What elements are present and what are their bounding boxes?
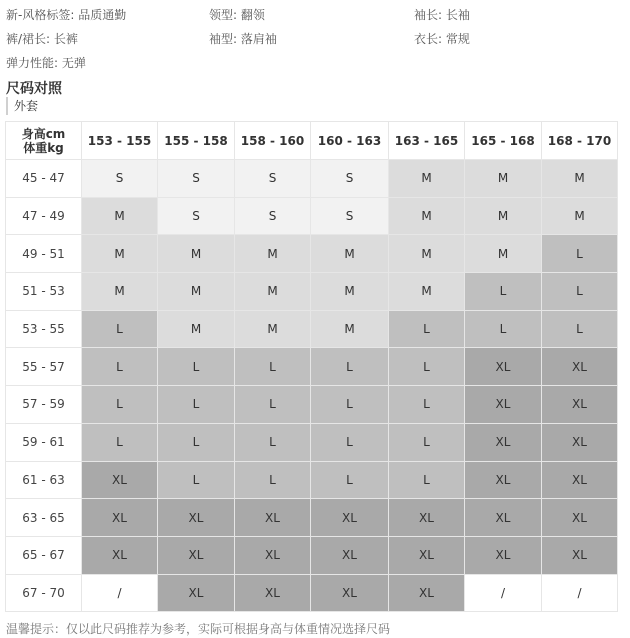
size-cell: L xyxy=(389,310,465,348)
size-cell: M xyxy=(389,273,465,311)
weight-row-header: 47 - 49 xyxy=(6,197,82,235)
size-cell: XL xyxy=(235,536,311,574)
size-cell: M xyxy=(235,235,311,273)
size-cell: L xyxy=(389,461,465,499)
size-cell: XL xyxy=(311,536,389,574)
size-cell: XL xyxy=(465,499,542,537)
size-cell: L xyxy=(465,310,542,348)
size-cell: L xyxy=(311,423,389,461)
table-row xyxy=(6,197,618,235)
size-cell: XL xyxy=(542,536,618,574)
size-cell: L xyxy=(542,273,618,311)
size-cell: XL xyxy=(158,499,235,537)
size-cell: L xyxy=(158,386,235,424)
size-cell: M xyxy=(311,310,389,348)
table-row xyxy=(6,499,618,537)
attr-sleeve-length: 袖长: 长袖 xyxy=(414,8,470,22)
weight-row-header: 63 - 65 xyxy=(6,499,82,537)
table-row xyxy=(6,273,618,311)
size-cell: M xyxy=(465,235,542,273)
height-column-header: 165 - 168 xyxy=(465,122,542,160)
height-column-header: 153 - 155 xyxy=(82,122,158,160)
size-tip: 温馨提示：仅以此尺码推荐为参考，实际可根据身高与体重情况选择尺码 xyxy=(6,622,391,636)
size-cell: M xyxy=(389,235,465,273)
size-cell: S xyxy=(158,197,235,235)
weight-row-header: 53 - 55 xyxy=(6,310,82,348)
weight-row-header: 57 - 59 xyxy=(6,386,82,424)
size-cell: M xyxy=(235,273,311,311)
size-cell: S xyxy=(311,197,389,235)
weight-row-header: 67 - 70 xyxy=(6,574,82,612)
size-cell: L xyxy=(235,423,311,461)
size-cell: / xyxy=(542,574,618,612)
attr-sleeve-type: 袖型: 落肩袖 xyxy=(209,32,277,46)
height-axis-label: 身高cm xyxy=(21,126,66,141)
size-cell: / xyxy=(465,574,542,612)
size-cell: L xyxy=(158,461,235,499)
size-cell: XL xyxy=(465,386,542,424)
weight-row-header: 51 - 53 xyxy=(6,273,82,311)
size-cell: M xyxy=(311,273,389,311)
weight-row-header: 49 - 51 xyxy=(6,235,82,273)
size-cell: L xyxy=(235,386,311,424)
size-cell: M xyxy=(82,197,158,235)
size-cell: L xyxy=(158,348,235,386)
size-cell: XL xyxy=(465,348,542,386)
attr-garment-length: 衣长: 常规 xyxy=(414,32,470,46)
size-cell: XL xyxy=(542,499,618,537)
table-row xyxy=(6,423,618,461)
size-cell: M xyxy=(542,160,618,198)
height-column-header: 155 - 158 xyxy=(158,122,235,160)
size-cell: M xyxy=(542,197,618,235)
size-cell: L xyxy=(389,423,465,461)
weight-row-header: 61 - 63 xyxy=(6,461,82,499)
size-cell: XL xyxy=(465,423,542,461)
size-cell: XL xyxy=(158,536,235,574)
size-chart-corner xyxy=(6,122,82,160)
size-cell: M xyxy=(465,160,542,198)
size-cell: XL xyxy=(465,536,542,574)
size-chart-title: 尺码对照 xyxy=(6,81,62,97)
table-row xyxy=(6,574,618,612)
size-chart-header-row xyxy=(6,122,618,160)
size-cell: XL xyxy=(311,574,389,612)
size-cell: S xyxy=(158,160,235,198)
size-cell: L xyxy=(82,423,158,461)
size-cell: XL xyxy=(82,536,158,574)
size-cell: L xyxy=(82,348,158,386)
size-cell: XL xyxy=(389,499,465,537)
table-row xyxy=(6,536,618,574)
size-cell: L xyxy=(235,348,311,386)
size-chart-table xyxy=(5,121,618,612)
size-cell: XL xyxy=(158,574,235,612)
attr-elasticity: 弹力性能: 无弹 xyxy=(6,56,86,70)
size-cell: M xyxy=(82,235,158,273)
table-row xyxy=(6,160,618,198)
attr-pants-length: 裤/裙长: 长裤 xyxy=(6,32,78,46)
size-cell: L xyxy=(158,423,235,461)
size-cell: XL xyxy=(82,499,158,537)
height-column-header: 160 - 163 xyxy=(311,122,389,160)
weight-row-header: 55 - 57 xyxy=(6,348,82,386)
size-cell: XL xyxy=(389,574,465,612)
size-cell: M xyxy=(465,197,542,235)
size-cell: S xyxy=(235,197,311,235)
size-cell: XL xyxy=(82,461,158,499)
size-cell: L xyxy=(542,310,618,348)
height-column-header: 158 - 160 xyxy=(235,122,311,160)
weight-axis-label: 体重kg xyxy=(23,140,64,155)
size-cell: XL xyxy=(542,423,618,461)
size-cell: M xyxy=(82,273,158,311)
weight-row-header: 45 - 47 xyxy=(6,160,82,198)
size-cell: S xyxy=(235,160,311,198)
attr-collar: 领型: 翻领 xyxy=(209,8,265,22)
size-cell: L xyxy=(311,461,389,499)
size-cell: M xyxy=(158,273,235,311)
size-cell: M xyxy=(158,235,235,273)
size-cell: S xyxy=(311,160,389,198)
height-column-header: 163 - 165 xyxy=(389,122,465,160)
size-chart-body xyxy=(6,160,618,612)
size-cell: L xyxy=(389,386,465,424)
size-cell: XL xyxy=(311,499,389,537)
table-row xyxy=(6,310,618,348)
size-cell: XL xyxy=(389,536,465,574)
table-row xyxy=(6,386,618,424)
size-cell: M xyxy=(158,310,235,348)
size-cell: L xyxy=(311,386,389,424)
weight-row-header: 65 - 67 xyxy=(6,536,82,574)
size-cell: XL xyxy=(235,574,311,612)
size-cell: S xyxy=(82,160,158,198)
size-cell: L xyxy=(542,235,618,273)
size-cell: L xyxy=(311,348,389,386)
size-cell: XL xyxy=(465,461,542,499)
size-cell: M xyxy=(389,197,465,235)
size-cell: XL xyxy=(542,348,618,386)
size-cell: M xyxy=(311,235,389,273)
size-cell: M xyxy=(389,160,465,198)
size-cell: / xyxy=(82,574,158,612)
size-cell: L xyxy=(465,273,542,311)
size-cell: XL xyxy=(542,461,618,499)
height-column-header: 168 - 170 xyxy=(542,122,618,160)
size-cell: L xyxy=(389,348,465,386)
size-cell: M xyxy=(235,310,311,348)
weight-row-header: 59 - 61 xyxy=(6,423,82,461)
table-row xyxy=(6,235,618,273)
table-row xyxy=(6,461,618,499)
size-cell: XL xyxy=(235,499,311,537)
size-cell: XL xyxy=(542,386,618,424)
size-cell: L xyxy=(82,386,158,424)
table-row xyxy=(6,348,618,386)
attr-style-tag: 新-风格标签: 品质通勤 xyxy=(6,8,127,22)
size-cell: L xyxy=(235,461,311,499)
size-chart-subtitle: 外套 xyxy=(6,97,38,115)
size-cell: L xyxy=(82,310,158,348)
